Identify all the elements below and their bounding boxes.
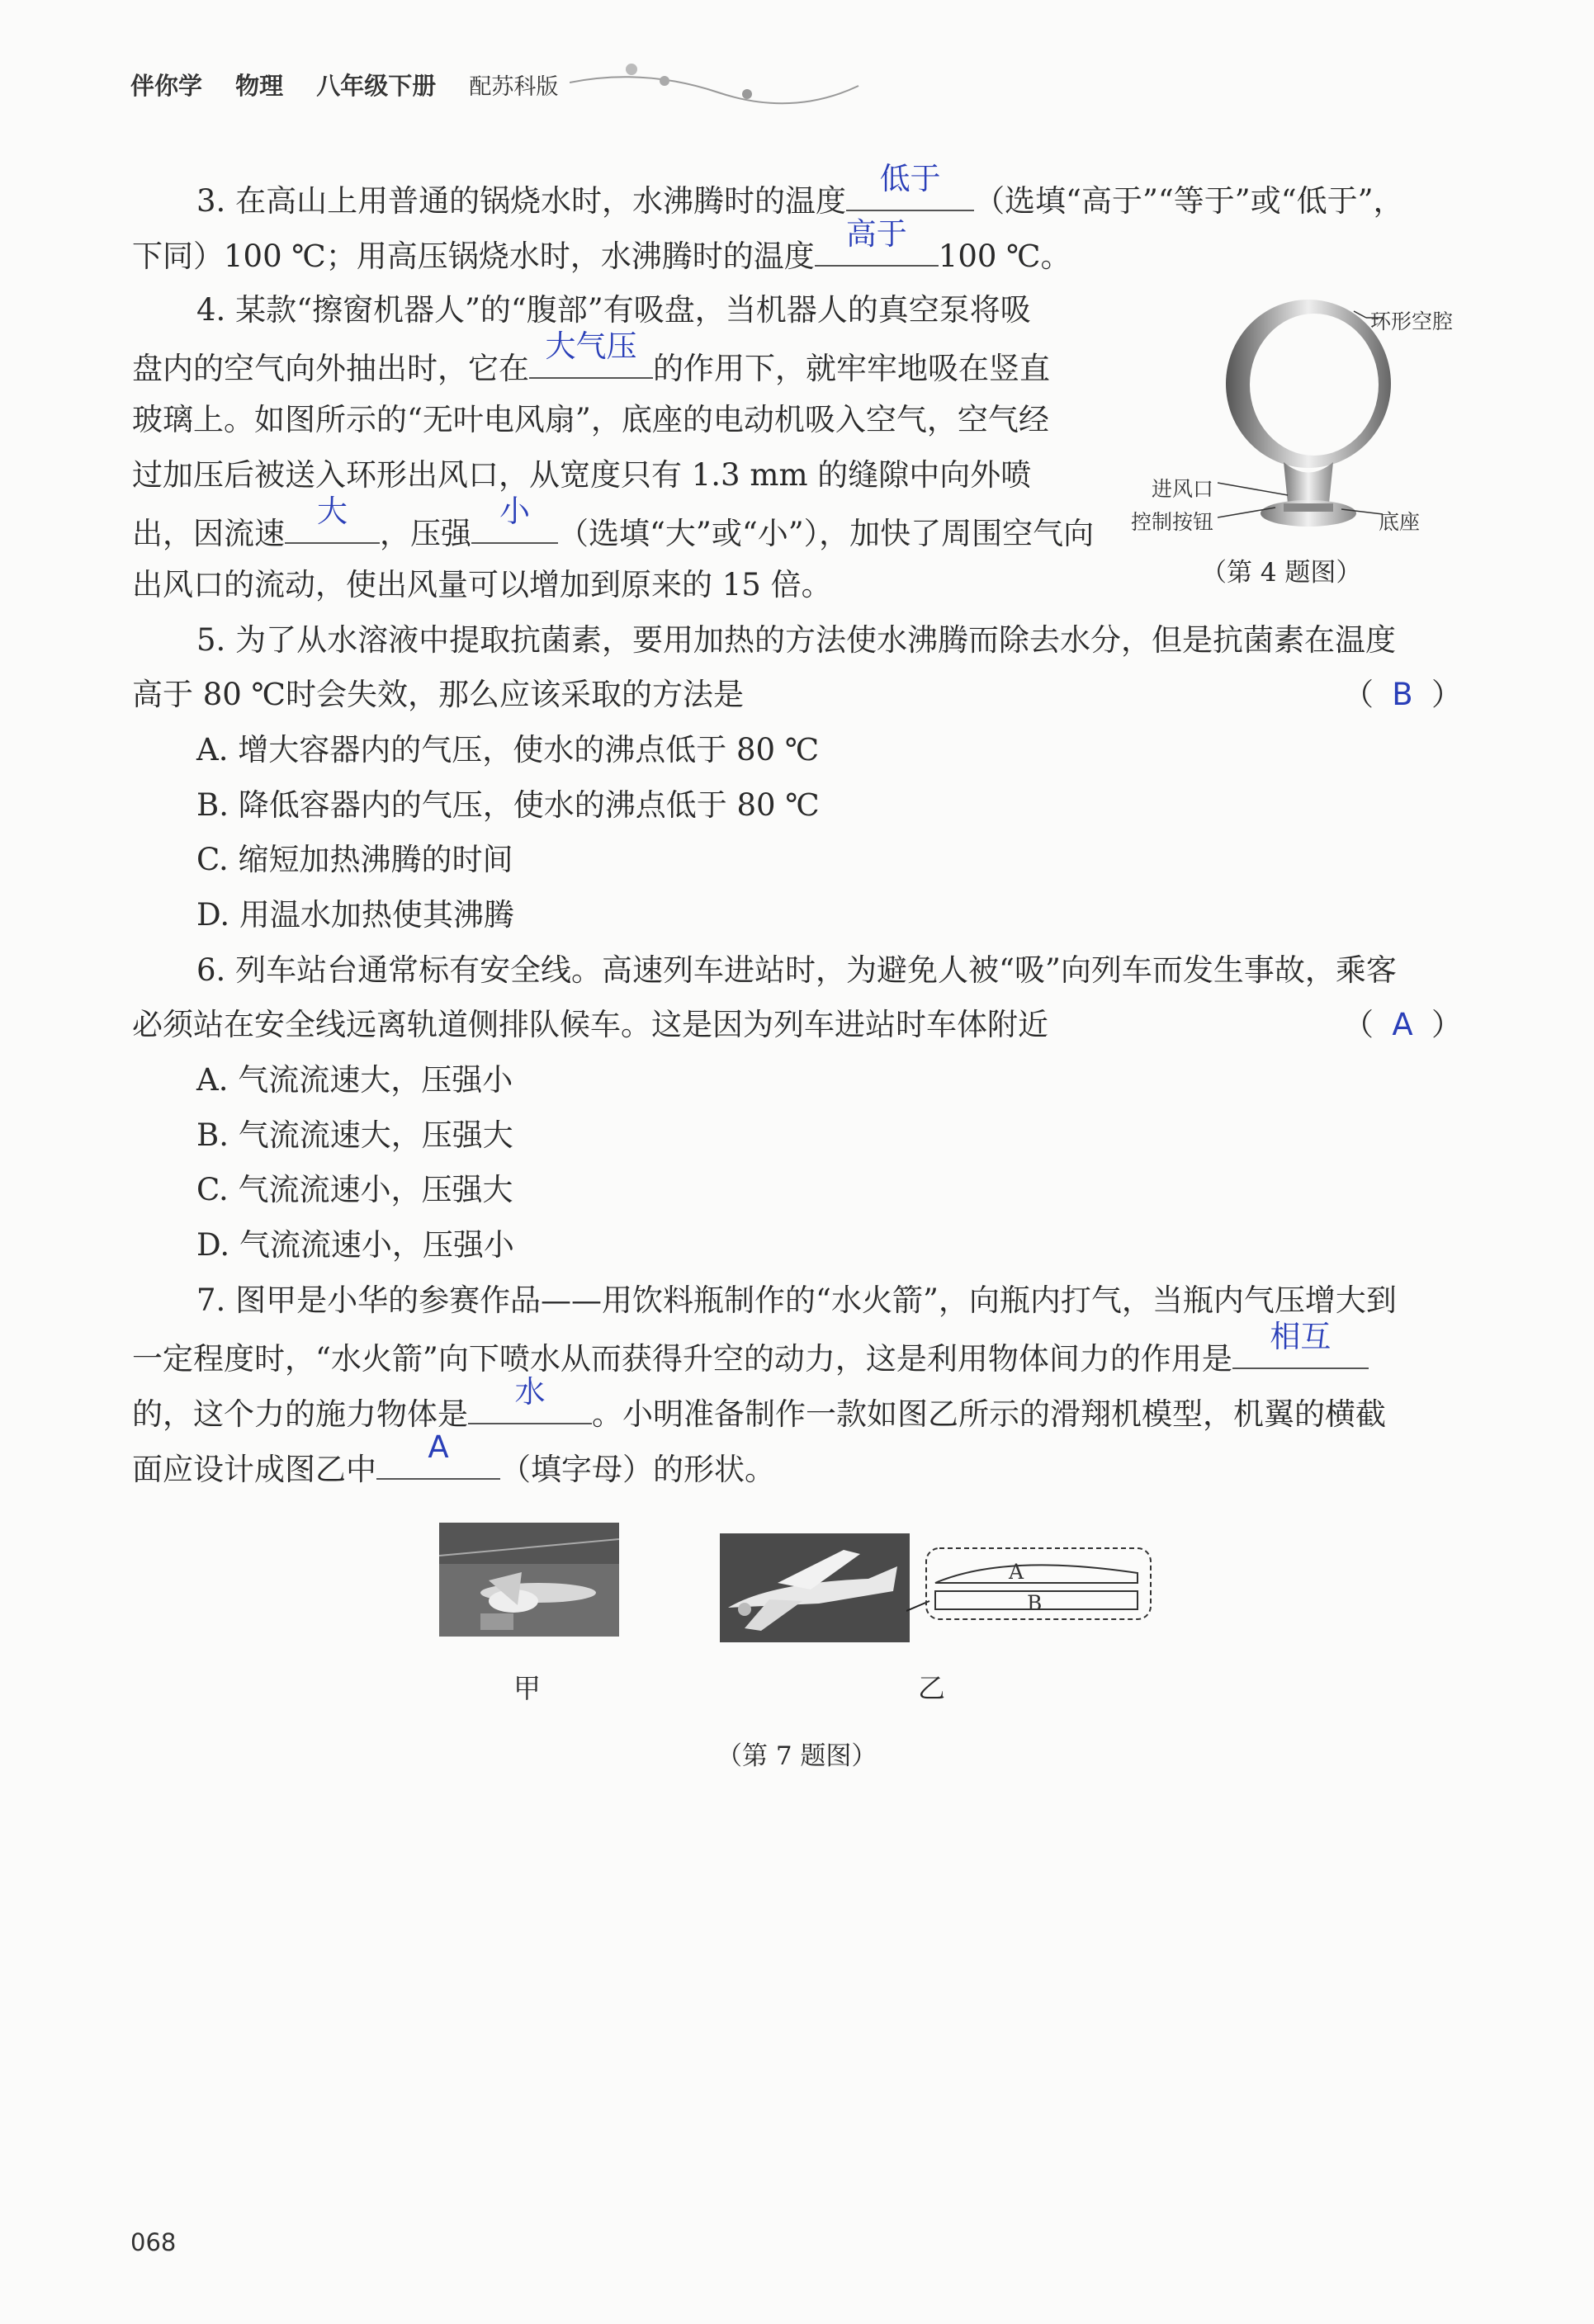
- q5-option-b: B. 降低容器内的气压，使水的沸点低于 80 ℃: [196, 787, 820, 823]
- label-yi: 乙: [918, 1672, 945, 1704]
- q4-answer1: 大气压: [545, 328, 637, 364]
- q7-figure-caption: （第 7 题图）: [717, 1741, 877, 1771]
- q7-blank2: [468, 1374, 592, 1424]
- q7-answer2: 水: [514, 1374, 546, 1410]
- q5-answer: B: [1392, 677, 1413, 712]
- wing-shape-a: [935, 1565, 1138, 1583]
- q7-line2: 一定程度时，“水火箭”向下喷水从而获得升空的动力，这是利用物体间力的作用是 相互: [132, 1334, 1369, 1380]
- q6-option-c: C. 气流流速小，压强大: [196, 1172, 513, 1207]
- header-decoration: [570, 59, 867, 109]
- label-ring-cavity: 环形空腔: [1370, 309, 1454, 333]
- q5-option-c: C. 缩短加热沸腾的时间: [196, 842, 513, 877]
- q6-option-b: B. 气流流速大，压强大: [196, 1117, 513, 1153]
- q7-answer3: A: [428, 1429, 449, 1465]
- wing-label-a: A: [1009, 1560, 1024, 1584]
- q5-line1: 5. 为了从水溶液中提取抗菌素，要用加热的方法使水沸腾而除去水分，但是抗菌素在温度: [196, 622, 1397, 658]
- q3-blank1: [846, 161, 974, 211]
- q7-line3: 的，这个力的施力物体是 水 。小明准备制作一款如图乙所示的滑翔机模型，机翼的横截: [132, 1390, 1386, 1435]
- q5-answer-paren: （ B ）: [1343, 674, 1462, 716]
- q4-line2: 盘内的空气向外抽出时，它在 大气压 的作用下，就牢牢地吸在竖直: [132, 344, 1050, 390]
- label-jia: 甲: [513, 1672, 541, 1704]
- q4-answer3: 小: [499, 494, 530, 529]
- grade: 八年级下册: [316, 72, 437, 100]
- q6-line1: 6. 列车站台通常标有安全线。高速列车进站时，为避免人被“吸”向列车而发生事故，乘客: [196, 952, 1397, 988]
- label-inlet: 进风口: [1152, 477, 1214, 501]
- q6-answer-paren: （ A ）: [1343, 1004, 1462, 1046]
- q4-line1: 4. 某款“擦窗机器人”的“腹部”有吸盘，当机器人的真空泵将吸: [196, 292, 1031, 328]
- q5-line2: 高于 80 ℃时会失效，那么应该采取的方法是: [132, 677, 744, 712]
- page-number: 068: [130, 2228, 177, 2256]
- q4-blank3: [471, 494, 558, 544]
- label-control-button: 控制按钮: [1131, 510, 1214, 534]
- q4-answer2: 大: [317, 494, 348, 529]
- edition: 配苏科版: [469, 74, 559, 100]
- q6-option-a: A. 气流流速大，压强小: [196, 1062, 513, 1098]
- subject: 物理: [235, 72, 284, 100]
- q4-blank1: [529, 328, 653, 379]
- q4-line5: 出，因流速 大 ，压强 小 （选填“大”或“小”），加快了周围空气向: [132, 509, 1094, 555]
- q5-option-d: D. 用温水加热使其沸腾: [196, 897, 514, 933]
- q7-line1: 7. 图甲是小华的参赛作品——用饮料瓶制作的“水火箭”，向瓶内打气，当瓶内气压增大到: [196, 1282, 1397, 1318]
- page-header: [130, 68, 558, 102]
- glider-photo: [720, 1533, 910, 1642]
- q3-blank2: [815, 216, 939, 267]
- q6-option-d: D. 气流流速小，压强小: [196, 1227, 514, 1263]
- q4-figure-caption: （第 4 题图）: [1201, 558, 1362, 588]
- q3-line2: 下同）100 ℃；用高压锅烧水时，水沸腾时的温度 高于 100 ℃。: [132, 232, 1071, 277]
- q4-line4: 过加压后被送入环形出风口，从宽度只有 1.3 mm 的缝隙中向外喷: [132, 457, 1032, 493]
- book-title: 伴你学: [130, 72, 203, 100]
- label-base: 底座: [1379, 510, 1421, 534]
- q5-option-a: A. 增大容器内的气压，使水的沸点低于 80 ℃: [196, 732, 820, 768]
- q4-blank2: [285, 494, 380, 544]
- q3-line1: 3. 在高山上用普通的锅烧水时，水沸腾时的温度 低于 （选填“高于”“等于”或“低于”，: [196, 177, 1404, 222]
- q7-answer1: 相互: [1270, 1319, 1331, 1354]
- q3-answer2: 高于: [845, 216, 907, 252]
- q6-line2: 必须站在安全线远离轨道侧排队候车。这是因为列车进站时车体附近: [132, 1007, 1048, 1042]
- q4-line3: 玻璃上。如图所示的“无叶电风扇”，底座的电动机吸入空气，空气经: [132, 402, 1049, 437]
- q7-blank3: [376, 1429, 500, 1480]
- wing-label-b: B: [1027, 1591, 1043, 1615]
- q3-answer1: 低于: [879, 161, 941, 196]
- water-rocket-photo: [439, 1523, 619, 1637]
- q7-line4: 面应设计成图乙中 A （填字母）的形状。: [132, 1445, 775, 1490]
- q6-answer: A: [1392, 1007, 1413, 1042]
- q7-blank1: [1232, 1319, 1369, 1369]
- q4-line6: 出风口的流动，使出风量可以增加到原来的 15 倍。: [132, 567, 832, 602]
